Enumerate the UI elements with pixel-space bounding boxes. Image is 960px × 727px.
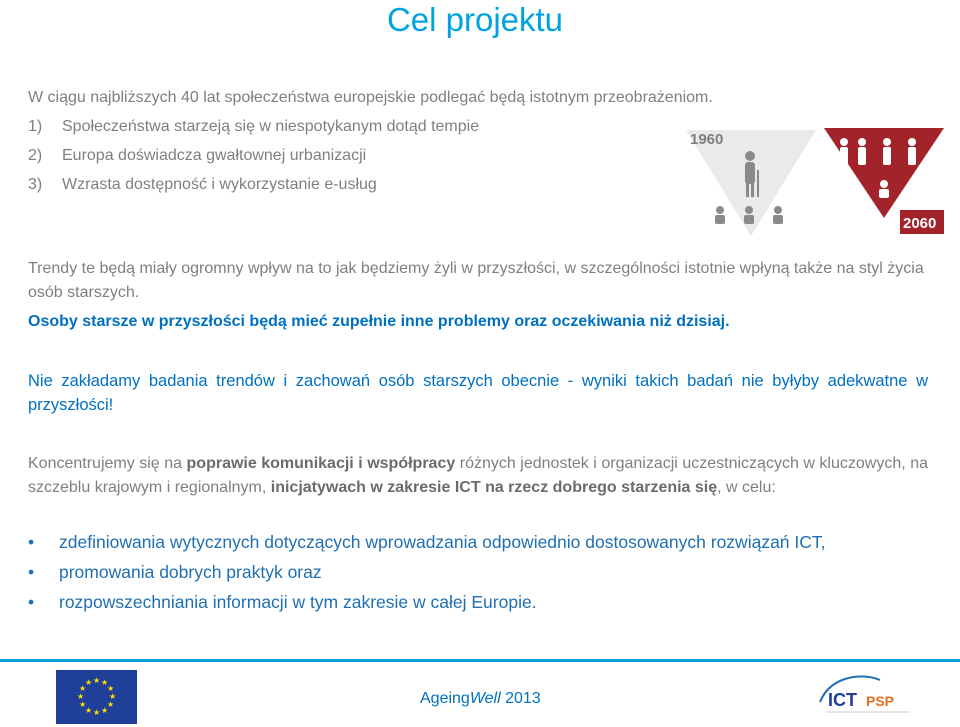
bullet-icon: • (28, 532, 35, 552)
svg-text:★: ★ (109, 692, 117, 701)
trends-list (28, 115, 479, 202)
focus-text: Koncentrujemy się na poprawie komunikacji i współpracy różnych jednostek i organizacji uczestniczących w kluczowych, na szczeblu krajowym i regionalnym, inicjatywach w zakresie ICT na rzecz dobrego starzenia się, w celu: (28, 455, 928, 496)
goals-list (28, 530, 826, 620)
svg-text:★: ★ (79, 700, 87, 709)
trend-item: 3) Wzrasta dostępność i wykorzystanie e-usług (28, 176, 377, 193)
footer-divider (0, 659, 960, 662)
svg-text:★: ★ (85, 678, 93, 687)
ict-psp-logo (810, 672, 922, 724)
svg-text:★: ★ (107, 700, 115, 709)
research-note-text: Nie zakładamy badania trendów i zachowań osób starszych obecnie - wyniki takich badań nie byłyby adekwatne w przyszłości! (28, 372, 928, 414)
goal-item: • promowania dobrych praktyk oraz (28, 562, 322, 582)
svg-text:★: ★ (85, 706, 93, 715)
trends-impact-text: Trendy te będą miały ogromny wpływ na to jak będziemy żyli w przyszłości, w szczególności istotnie wpłyną także na styl życia osób starszych. (28, 260, 924, 301)
goal-item: • rozpowszechniania informacji w tym zakresie w całej Europie. (28, 592, 537, 612)
svg-text:★: ★ (77, 692, 85, 701)
demographic-pyramid-figure (686, 118, 946, 238)
svg-text:★: ★ (93, 676, 101, 685)
child-icons (715, 206, 783, 224)
svg-text:PSP: PSP (866, 693, 895, 709)
svg-text:★: ★ (79, 684, 87, 693)
svg-text:ICT: ICT (828, 690, 857, 710)
page-title: Cel projektu (386, 1, 564, 38)
svg-text:★: ★ (93, 708, 101, 717)
year-left-label: 1960 (690, 131, 724, 148)
svg-text:★: ★ (107, 684, 115, 693)
eu-flag-logo (56, 670, 137, 724)
elderly-problems-text: Osoby starsze w przyszłości będą mieć zupełnie inne problemy oraz oczekiwania niż dzisiaj. (28, 313, 730, 330)
bullet-icon: • (28, 562, 35, 582)
trend-item: 1) Społeczeństwa starzeją się w niespotykanym dotąd tempie (28, 118, 480, 135)
goal-item: • zdefiniowania wytycznych dotyczących wprowadzania odpowiednio dostosowanych rozwiązań ICT, (28, 532, 826, 552)
year-right-label: 2060 (903, 215, 937, 232)
svg-text:★: ★ (101, 678, 109, 687)
ageingwell-label: AgeingWell 2013 (420, 690, 541, 707)
trend-item: 2) Europa doświadcza gwałtownej urbanizacji (28, 147, 367, 164)
svg-text:★: ★ (101, 706, 109, 715)
bullet-icon: • (28, 592, 35, 612)
intro-text: W ciągu najbliższych 40 lat społeczeństwa europejskie podlegać będą istotnym przeobrażeniom. (28, 89, 713, 106)
